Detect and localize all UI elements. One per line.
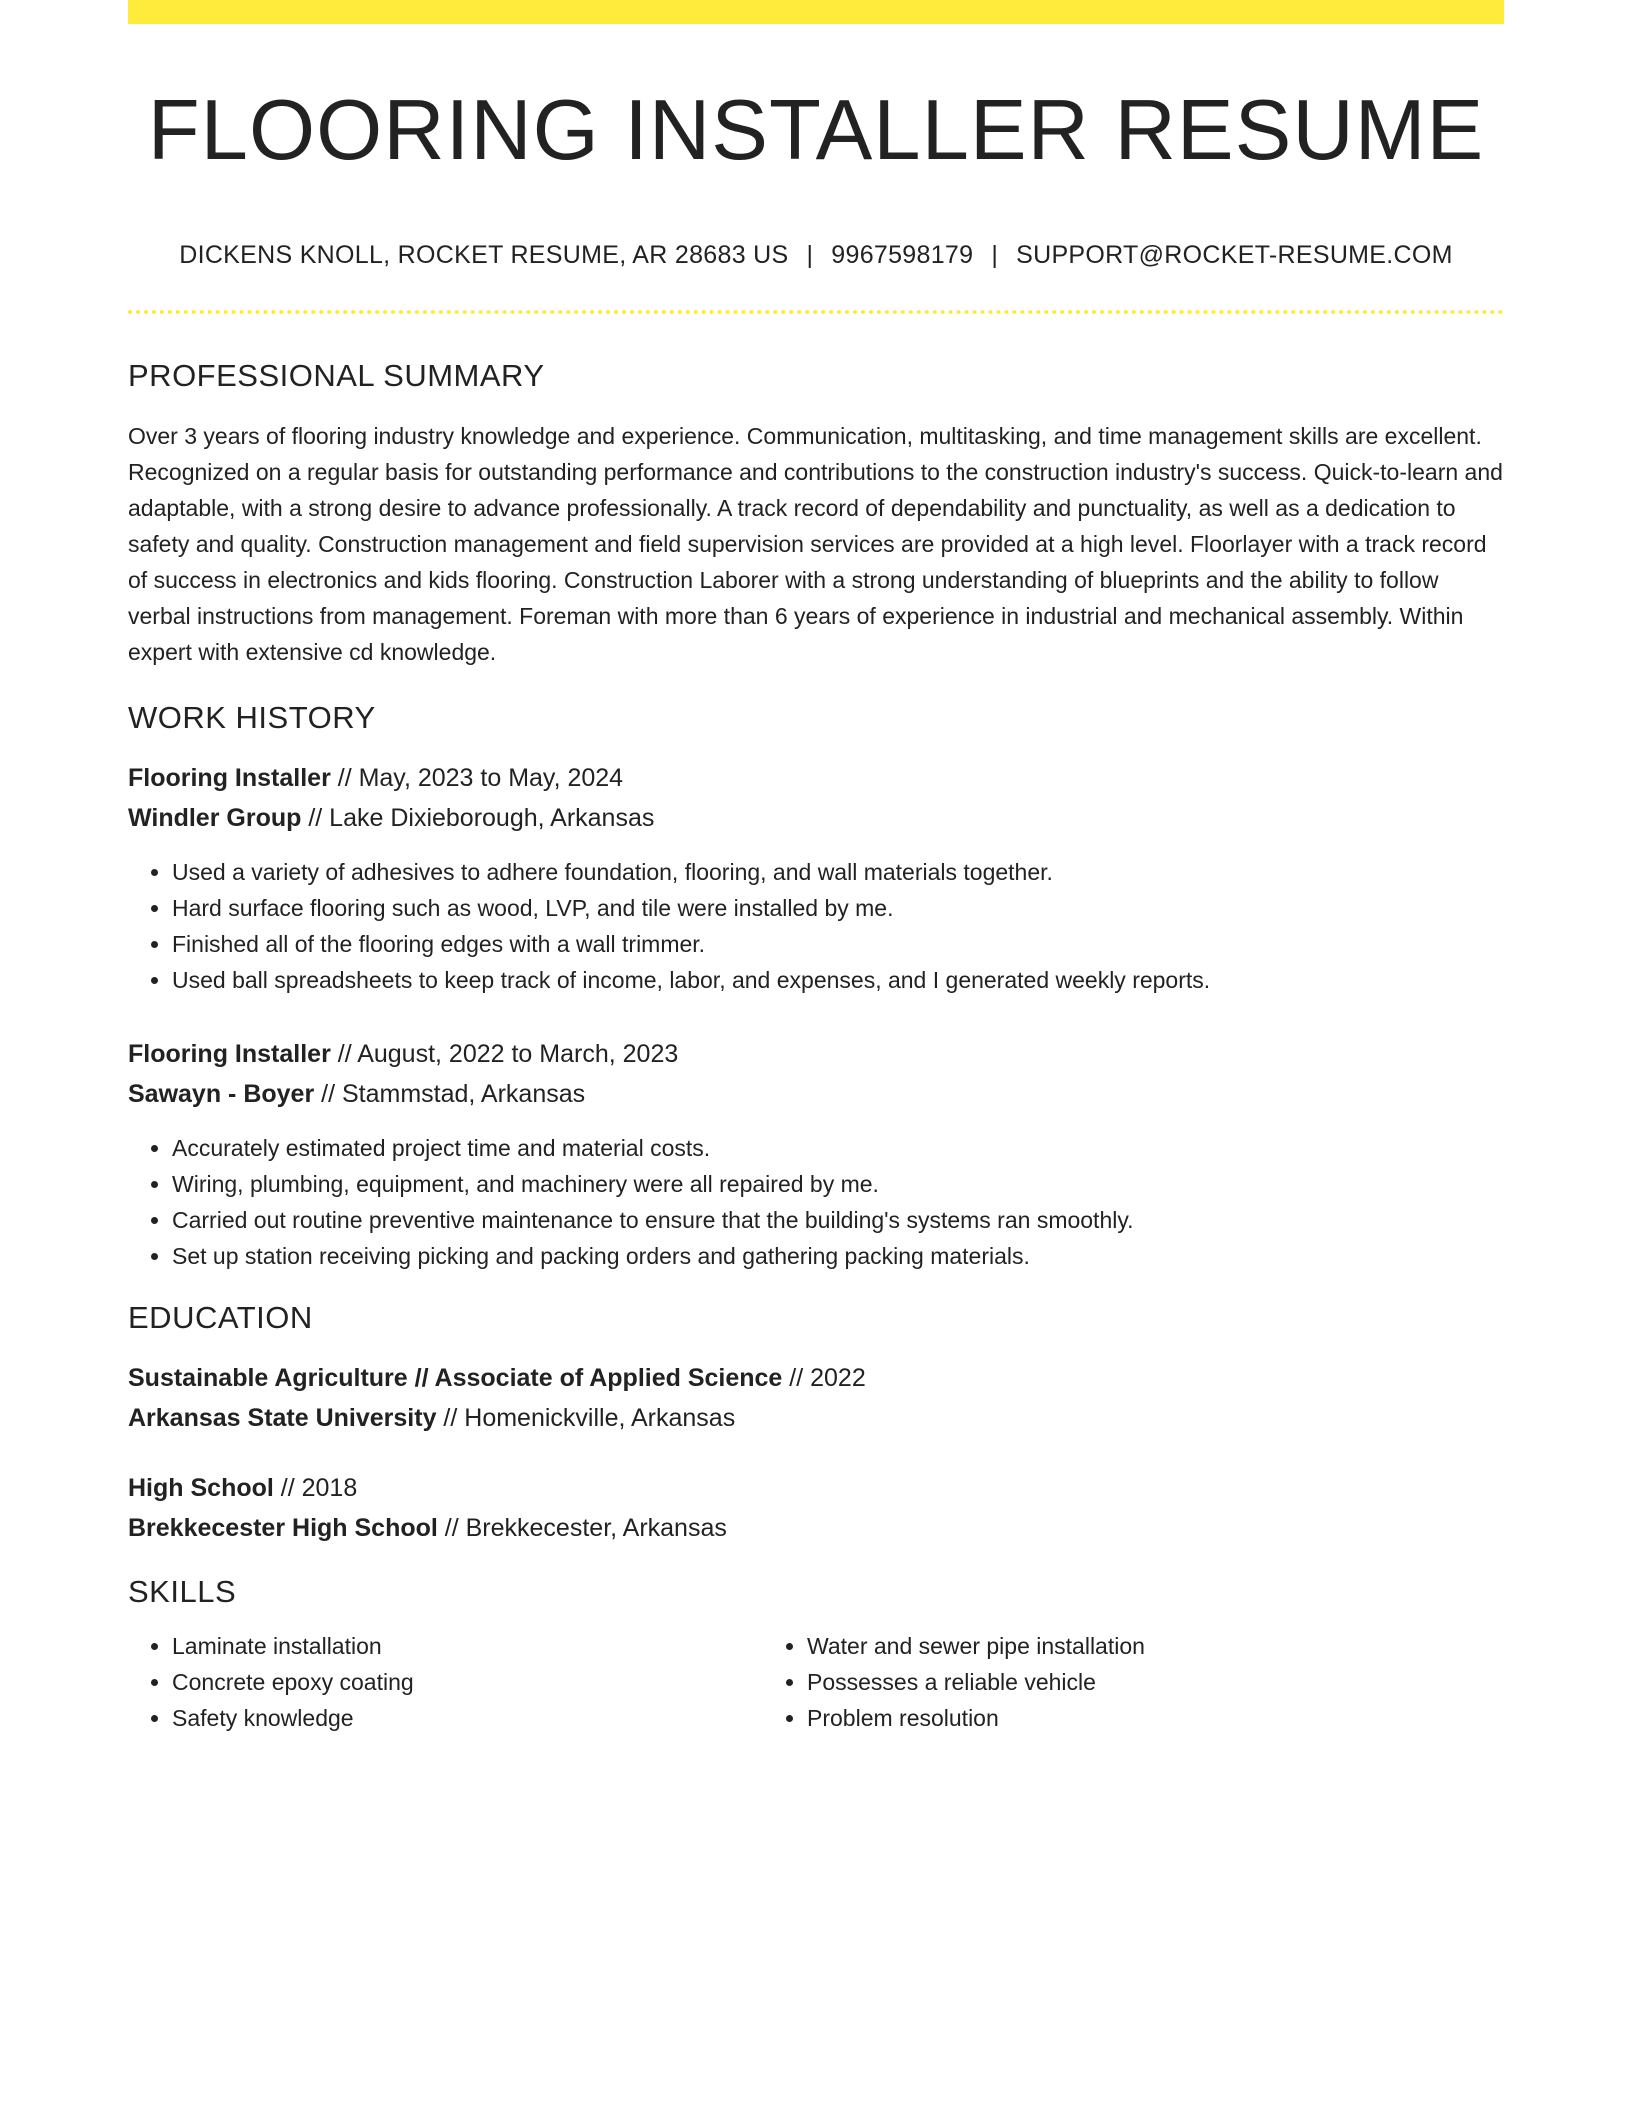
resume-page <box>128 0 1504 1736</box>
job-bullet-list <box>128 1130 1504 1274</box>
school: Arkansas State University <box>128 1404 437 1433</box>
list-item: • Used a variety of adhesives to adhere foundation, flooring, and wall materials together. <box>172 854 1504 890</box>
list-item: • Accurately estimated project time and material costs. <box>172 1130 1504 1166</box>
job-company: Sawayn - Boyer <box>128 1080 315 1109</box>
skills-column-right <box>763 1628 1453 1736</box>
list-item: • Laminate installation <box>172 1628 763 1664</box>
list-item: • Carried out routine preventive maintenance to ensure that the building's systems ran smoothly. <box>172 1202 1504 1238</box>
skills-list <box>128 1628 1504 1736</box>
job-dates: // May, 2023 to May, 2024 <box>330 764 624 793</box>
school-location: // Brekkecester, Arkansas <box>437 1514 727 1543</box>
skills-column-left <box>128 1628 763 1736</box>
job-location: // Stammstad, Arkansas <box>314 1080 586 1109</box>
education-entry <box>128 1358 1504 1438</box>
resume-title: FLOORING INSTALLER RESUME <box>147 83 1485 178</box>
job-dates: // August, 2022 to March, 2023 <box>330 1040 679 1069</box>
degree-year: // 2018 <box>273 1474 358 1503</box>
school: Brekkecester High School <box>128 1514 438 1543</box>
list-item: • Wiring, plumbing, equipment, and machinery were all repaired by me. <box>172 1166 1504 1202</box>
job-location: // Lake Dixieborough, Arkansas <box>301 804 655 833</box>
accent-bar <box>128 0 1504 24</box>
job-title: Flooring Installer <box>128 1040 331 1069</box>
job-entry <box>128 1034 1504 1274</box>
job-bullet-list <box>128 854 1504 998</box>
job-company: Windler Group <box>128 804 302 833</box>
list-item: • Set up station receiving picking and packing orders and gathering packing materials. <box>172 1238 1504 1274</box>
contact-address: DICKENS KNOLL, ROCKET RESUME, AR 28683 US <box>179 241 789 270</box>
list-item: • Used ball spreadsheets to keep track of income, labor, and expenses, and I generated weekly reports. <box>172 962 1504 998</box>
list-item: • Hard surface flooring such as wood, LVP, and tile were installed by me. <box>172 890 1504 926</box>
job-title-line <box>128 758 1504 798</box>
skills-heading: SKILLS <box>128 1574 237 1610</box>
job-title-line <box>128 1034 1504 1074</box>
dotted-divider <box>128 310 1504 314</box>
job-title: Flooring Installer <box>128 764 331 793</box>
degree-line <box>128 1358 1504 1398</box>
education-heading: EDUCATION <box>128 1300 313 1336</box>
contact-phone: 9967598179 <box>831 241 974 270</box>
list-item: • Possesses a reliable vehicle <box>807 1664 1453 1700</box>
degree: Sustainable Agriculture // Associate of Applied Science <box>128 1364 783 1393</box>
degree: High School <box>128 1474 274 1503</box>
job-company-line <box>128 1074 1504 1114</box>
contact-line <box>128 241 1504 270</box>
school-line <box>128 1398 1504 1438</box>
summary-text: Over 3 years of flooring industry knowledge and experience. Communication, multitasking, and time management skills are excellent. Recognized on a regular basis for outstanding performance and contributions to the construction industry's success. Quick-to-learn and adaptable, with a strong desire to advance professionally. A track record of dependability and punctuality, as well as a dedication to safety and quality. Construction management and field supervision services are provided at a high level. Floorlayer with a track record of success in electronics and kids flooring. Construction Laborer with a strong understanding of blueprints and the ability to follow verbal instructions from management. Foreman with more than 6 years of experience in industrial and mechanical assembly. Within expert with extensive cd knowledge. <box>128 423 1503 666</box>
contact-email: SUPPORT@ROCKET-RESUME.COM <box>1016 241 1453 270</box>
job-entry <box>128 758 1504 998</box>
summary-heading: PROFESSIONAL SUMMARY <box>128 358 545 394</box>
degree-line <box>128 1468 1504 1508</box>
list-item: • Water and sewer pipe installation <box>807 1628 1453 1664</box>
job-company-line <box>128 798 1504 838</box>
school-location: // Homenickville, Arkansas <box>436 1404 736 1433</box>
list-item: • Finished all of the flooring edges with a wall trimmer. <box>172 926 1504 962</box>
contact-separator: | <box>991 241 999 270</box>
list-item: • Problem resolution <box>807 1700 1453 1736</box>
work-history-heading: WORK HISTORY <box>128 700 376 736</box>
degree-year: // 2022 <box>782 1364 866 1393</box>
school-line <box>128 1508 1504 1548</box>
list-item: • Safety knowledge <box>172 1700 763 1736</box>
contact-separator: | <box>806 241 814 270</box>
education-entry <box>128 1468 1504 1548</box>
list-item: • Concrete epoxy coating <box>172 1664 763 1700</box>
